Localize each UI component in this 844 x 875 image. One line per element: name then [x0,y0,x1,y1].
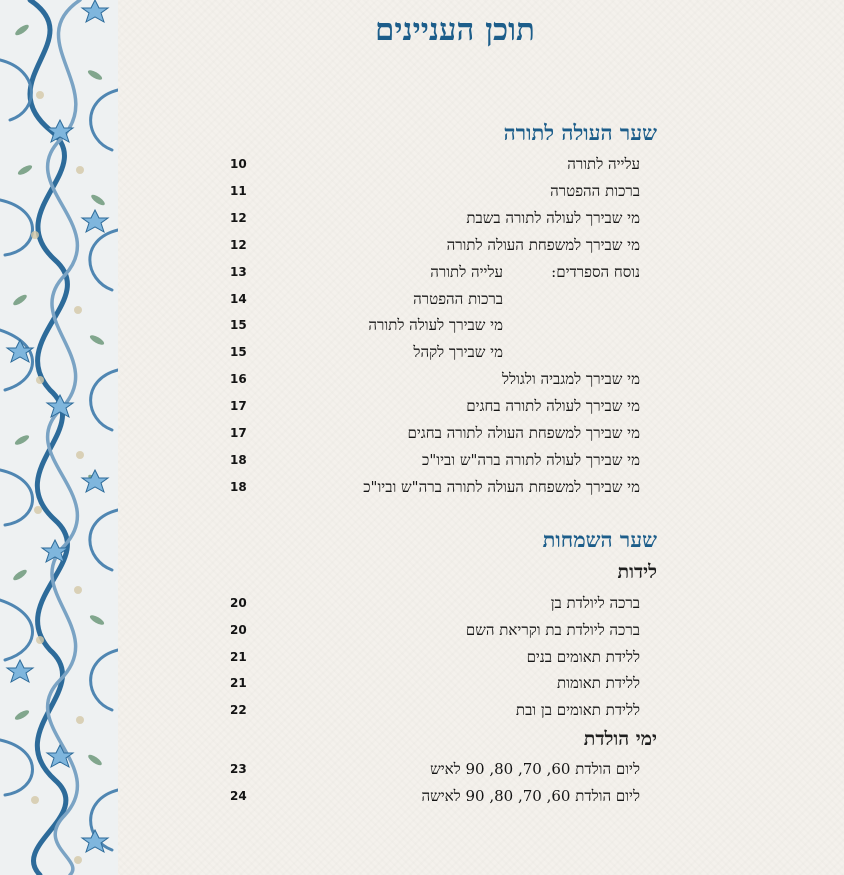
toc-entry-label: מי שבירך לקהל [413,343,503,362]
toc-entry-page-number: 18 [230,452,247,467]
toc-entry-page-number: 17 [230,399,247,414]
toc-entry [230,671,640,695]
toc-entry [230,448,640,472]
toc-entry-label: ליום הולדת 60, 70, 80, 90 לאישה [421,786,640,805]
section-heading-celebrations: שער השמחות [542,527,657,552]
subheading-births: לידות [617,561,657,583]
toc-entry [230,287,640,311]
toc-entry [230,206,640,230]
toc-entry-label: ללידת תאומים בן ובת [515,701,640,720]
toc-entry-label: ברכה ליולדת בת וקריאת השם [465,620,640,639]
toc-entry-page-number: 23 [230,762,247,776]
toc-entry [230,645,640,669]
toc-entry [230,698,640,722]
toc-entry [230,313,640,337]
toc-entry-prefix: נוסח הספרדים: [551,262,640,281]
section-heading-torah: שער העולה לתורה [503,120,657,145]
toc-entry [230,152,640,176]
toc-entry [230,618,640,642]
toc-entry-page-number: 11 [230,183,247,198]
toc-entry-page-number: 21 [230,649,247,664]
toc-entry-label: ללידת תאומים בנים [526,647,640,666]
toc-entry-label: מי שבירך לעולה לתורה ברה"ש וביו"כ [422,450,640,469]
toc-entry-label: מי שבירך לעולה לתורה בשבת [466,208,640,227]
toc-entry-page-number: 20 [230,596,247,610]
toc-entry-label: עלייה לתורה [430,262,503,281]
toc-entry-page-number: 16 [230,372,247,387]
toc-entry-page-number: 15 [230,345,247,360]
toc-entry-page-number: 15 [230,318,247,333]
toc-entry-page-number: 24 [230,788,247,803]
toc-entry [230,394,640,418]
toc-entry [230,179,640,203]
page-title: תוכן העניינים [375,12,535,48]
toc-entry [230,367,640,391]
toc-entry-label: ברכות ההפטרה [550,181,640,200]
toc-entry [230,260,640,284]
toc-entry [230,475,640,499]
toc-entry-page-number: 18 [230,479,247,494]
floral-border [0,0,118,875]
toc-entry-page-number: 17 [230,426,247,440]
toc-entry-page-number: 22 [230,703,247,718]
toc-entry-label: מי שבירך לעולה לתורה בחגים [466,397,640,416]
toc-entry-page-number: 10 [230,157,247,171]
toc-entry-label: מי שבירך למגביה ולגולל [502,370,640,389]
toc-entry-label: מי שבירך לעולה לתורה [368,316,503,335]
toc-entry-page-number: 20 [230,622,247,637]
toc-entry-label: עלייה לתורה [567,155,640,173]
toc-entry-page-number: 12 [230,237,247,252]
subheading-birthdays: ימי הולדת [583,728,657,750]
toc-entry-label: מי שבירך למשפחת העולה לתורה [446,235,640,254]
toc-entry-label: ברכות ההפטרה [413,289,503,308]
toc-entry-page-number: 13 [230,264,247,279]
toc-entry [230,233,640,257]
toc-entry-page-number: 21 [230,676,247,691]
toc-entry [230,421,640,445]
toc-entry-label: ללידת תאומות [557,674,640,693]
toc-entry [230,784,640,808]
toc-entry-page-number: 14 [230,291,247,306]
toc-entry [230,757,640,781]
toc-entry-label: ברכה ליולדת בן [550,594,640,612]
toc-entry-label: ליום הולדת 60, 70, 80, 90 לאיש [430,760,640,778]
toc-entry-label: מי שבירך למשפחת העולה לתורה בחגים [407,424,640,442]
toc-entry [230,591,640,615]
toc-entry [230,340,640,364]
toc-entry-page-number: 12 [230,210,247,225]
toc-entry-label: מי שבירך למשפחת העולה לתורה ברה"ש וביו"כ [363,477,640,496]
